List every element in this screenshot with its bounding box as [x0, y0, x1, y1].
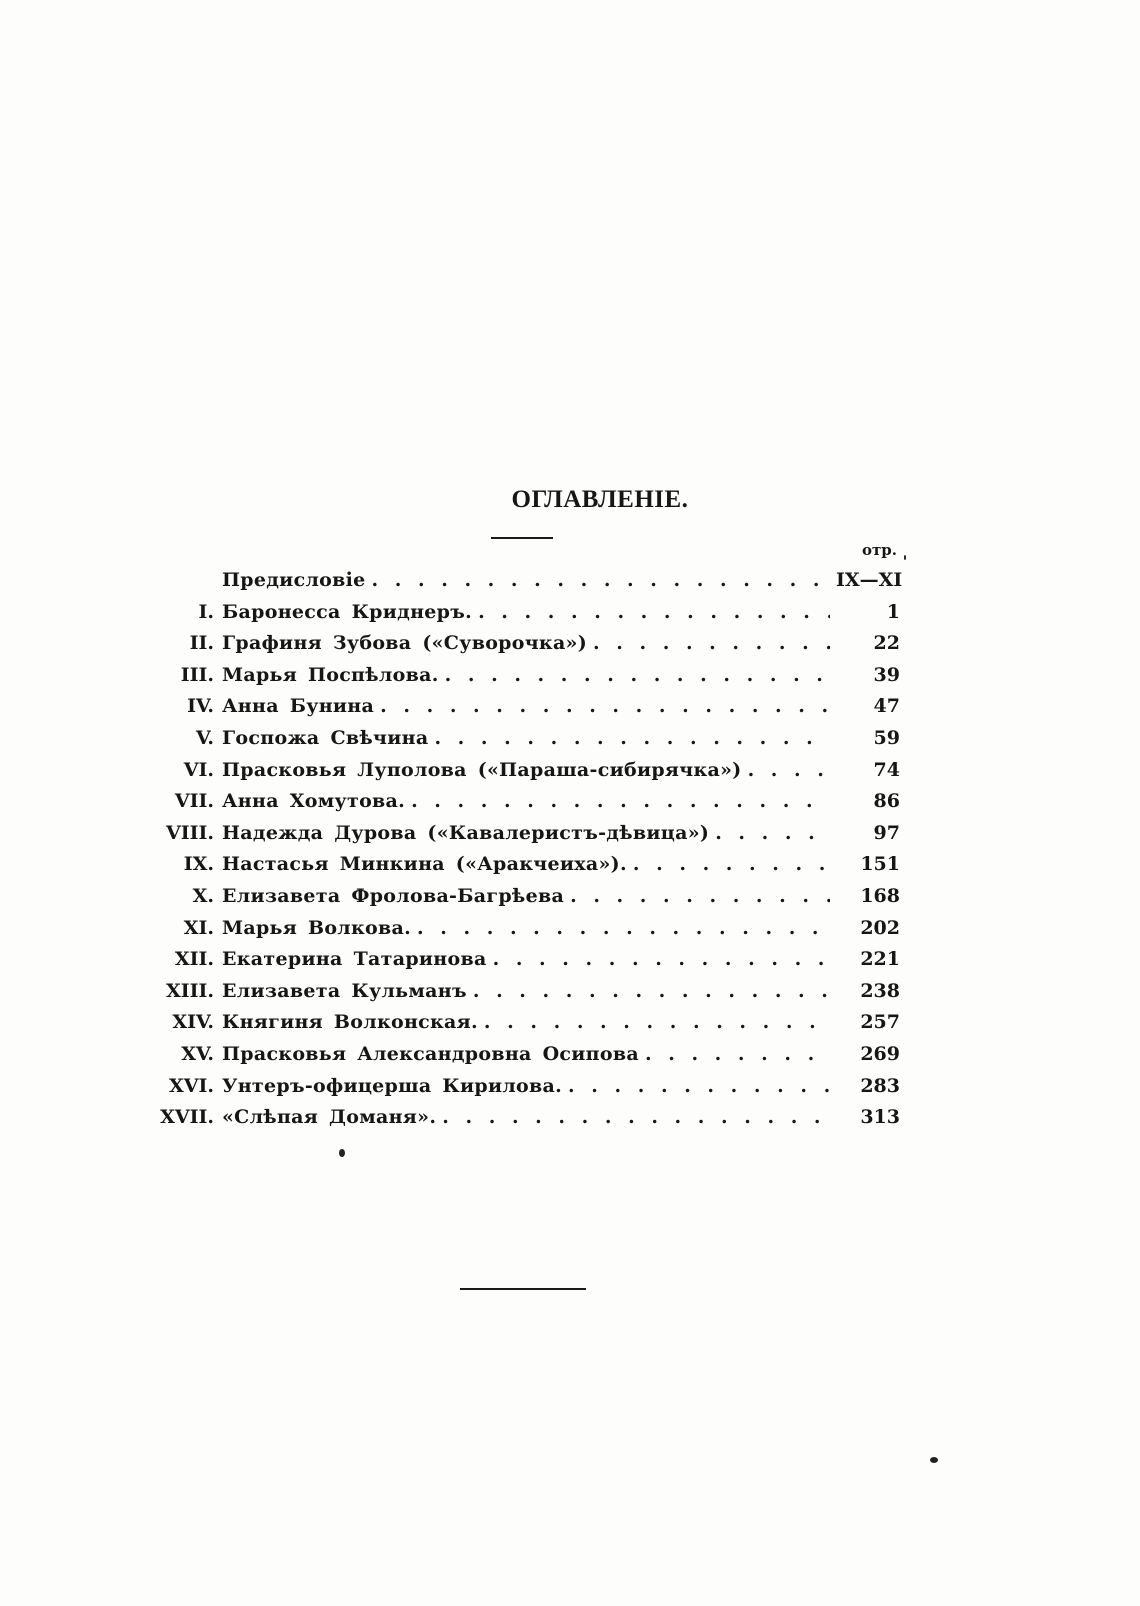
- toc-title: Елизавета Фролова-Багрѣева: [222, 884, 565, 907]
- toc-page: 151: [860, 853, 900, 876]
- ink-speck: [904, 555, 906, 560]
- toc-numeral: II.: [189, 632, 214, 655]
- toc-numeral: VIII.: [165, 821, 214, 844]
- dot-leader: [372, 565, 830, 597]
- toc-title: Графиня Зубова («Суворочка»): [222, 632, 588, 655]
- toc-row: [158, 660, 900, 692]
- page-title: ОГЛАВЛЕНІЕ.: [511, 486, 689, 513]
- toc-numeral: V.: [195, 726, 214, 749]
- toc-row: [158, 1039, 900, 1071]
- toc-row: [158, 881, 900, 913]
- toc-page: 59: [873, 726, 900, 749]
- toc-title: Госпожа Свѣчина: [222, 726, 429, 749]
- dot-leader: [473, 976, 830, 1008]
- toc-page: 283: [860, 1074, 900, 1097]
- toc-title: Анна Хомутова.: [222, 790, 406, 813]
- toc-row: [158, 723, 900, 755]
- toc-title: Предисловіе: [222, 569, 366, 591]
- toc-row-preface: [158, 565, 903, 597]
- toc-title: Екатерина Татаринова: [222, 948, 487, 971]
- toc-page: 269: [860, 1042, 900, 1065]
- toc-page: 74: [873, 758, 900, 781]
- toc-numeral: IV.: [187, 695, 214, 718]
- toc-title: Надежда Дурова («Кавалеристъ-дѣвица»): [222, 821, 710, 844]
- toc-title: Баронесса Криднеръ.: [222, 600, 473, 623]
- toc-row: [158, 976, 900, 1008]
- closing-rule: [460, 1288, 586, 1290]
- toc-title: Марья Волкова.: [222, 916, 412, 939]
- toc-row: [158, 1102, 900, 1134]
- toc-page: 1: [886, 600, 900, 623]
- dot-leader: [434, 723, 830, 755]
- toc-row: [158, 597, 900, 629]
- toc-numeral: VI.: [183, 758, 214, 781]
- toc-row: [158, 944, 900, 976]
- dot-leader: [478, 597, 830, 629]
- toc-page: IX—XI: [836, 569, 903, 591]
- toc-page: 238: [860, 979, 900, 1002]
- dot-leader: [445, 660, 830, 692]
- toc-title: Марья Поспѣлова.: [222, 663, 439, 686]
- toc-numeral: XIII.: [165, 979, 214, 1002]
- toc-page: 221: [860, 948, 900, 971]
- dot-leader: [748, 755, 830, 787]
- toc-title: Прасковья Александровна Осипова: [222, 1042, 639, 1065]
- toc-row: [158, 818, 900, 850]
- toc-numeral: XI.: [183, 916, 214, 939]
- toc-title: Княгиня Волконская.: [222, 1011, 478, 1034]
- dot-leader: [442, 1102, 830, 1134]
- dot-leader: [633, 849, 830, 881]
- toc-numeral: XII.: [174, 948, 214, 971]
- toc-title: Анна Бунина: [222, 695, 375, 718]
- toc-numeral: XVI.: [169, 1074, 214, 1097]
- ink-speck: [339, 1149, 345, 1157]
- dot-leader: [645, 1039, 830, 1071]
- toc-title: Прасковья Луполова («Параша-сибирячка»): [222, 758, 742, 781]
- toc-page: 313: [860, 1106, 900, 1129]
- toc-row: [158, 1007, 900, 1039]
- toc-page: 168: [860, 884, 900, 907]
- toc-page: 86: [873, 790, 900, 813]
- toc-numeral: III.: [180, 663, 214, 686]
- toc-row: [158, 755, 900, 787]
- ink-speck: [930, 1457, 938, 1463]
- toc-page: 22: [873, 632, 900, 655]
- title-rule: [491, 537, 553, 539]
- toc-title: Унтеръ-офицерша Кирилова.: [222, 1074, 563, 1097]
- toc-numeral: X.: [192, 884, 214, 907]
- dot-leader: [715, 818, 830, 850]
- toc-row: [158, 691, 900, 723]
- table-of-contents: [158, 565, 903, 1134]
- dot-leader: [493, 944, 830, 976]
- toc-title: Настасья Минкина («Аракчеиха»).: [222, 853, 627, 876]
- toc-page: 39: [873, 663, 900, 686]
- dot-leader: [593, 628, 830, 660]
- toc-row: [158, 628, 900, 660]
- dot-leader: [484, 1007, 830, 1039]
- toc-row: [158, 1071, 900, 1103]
- toc-numeral: XV.: [181, 1042, 214, 1065]
- toc-numeral: IX.: [183, 853, 214, 876]
- toc-page: 97: [873, 821, 900, 844]
- page-column-header: отр.: [862, 541, 898, 559]
- dot-leader: [570, 881, 830, 913]
- toc-row: [158, 786, 900, 818]
- toc-row: [158, 849, 900, 881]
- toc-title: Елизавета Кульманъ: [222, 979, 467, 1002]
- toc-numeral: XIV.: [172, 1011, 214, 1034]
- dot-leader: [380, 691, 830, 723]
- toc-numeral: VII.: [174, 790, 214, 813]
- toc-title: «Слѣпая Доманя».: [222, 1106, 437, 1129]
- toc-numeral: XVII.: [160, 1106, 214, 1129]
- dot-leader: [417, 913, 830, 945]
- toc-page: 202: [860, 916, 900, 939]
- toc-numeral: I.: [198, 600, 214, 623]
- toc-page: 257: [860, 1011, 900, 1034]
- dot-leader: [411, 786, 830, 818]
- toc-row: [158, 913, 900, 945]
- dot-leader: [568, 1071, 830, 1103]
- toc-page: 47: [873, 695, 900, 718]
